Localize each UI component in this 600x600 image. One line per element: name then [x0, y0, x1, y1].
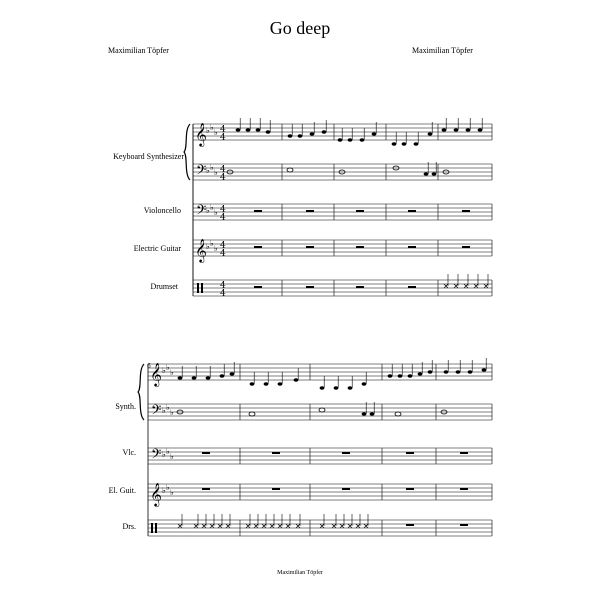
flat: ♭ — [206, 126, 210, 135]
note — [414, 142, 419, 145]
measure-number: 6 — [147, 363, 151, 370]
whole-rest — [254, 246, 262, 248]
flat: ♭ — [162, 406, 166, 415]
time-sig: 4 — [220, 289, 226, 299]
note — [392, 142, 397, 145]
whole-rest — [356, 286, 364, 288]
whole-note — [249, 412, 255, 416]
note — [424, 172, 429, 175]
note — [456, 370, 461, 373]
label-drs: Drs. — [122, 522, 136, 531]
flat: ♭ — [162, 486, 166, 495]
flat: ♭ — [170, 488, 174, 497]
flat: ♭ — [206, 206, 210, 215]
whole-rest — [272, 452, 280, 454]
time-sig: 4 — [220, 173, 226, 183]
note — [442, 128, 447, 131]
note — [310, 132, 315, 135]
percussion-clef — [201, 283, 203, 293]
note — [370, 412, 375, 415]
treble-clef: 𝄞 — [195, 122, 207, 146]
note — [192, 376, 197, 379]
flat: ♭ — [162, 450, 166, 459]
label-violoncello: Violoncello — [143, 206, 181, 215]
whole-note — [395, 412, 401, 416]
label-drumset: Drumset — [150, 282, 178, 291]
whole-rest — [460, 452, 468, 454]
composer-right: Maximilian Töpfer — [412, 46, 473, 55]
whole-rest — [306, 286, 314, 288]
whole-rest — [342, 488, 350, 490]
time-sig: 4 — [220, 165, 226, 175]
note — [428, 370, 433, 373]
percussion-clef — [155, 523, 157, 533]
note — [362, 382, 367, 385]
note — [402, 142, 407, 145]
note — [454, 128, 459, 131]
note — [360, 138, 365, 141]
note — [298, 134, 303, 137]
label-electric-guitar: Electric Guitar — [133, 244, 181, 253]
note — [348, 138, 353, 141]
whole-rest — [462, 210, 470, 212]
note — [250, 382, 255, 385]
label-synth: Synth. — [115, 402, 136, 411]
whole-rest — [462, 246, 470, 248]
note — [236, 128, 241, 131]
flat: ♭ — [210, 239, 214, 248]
whole-rest — [408, 210, 416, 212]
whole-rest — [202, 452, 210, 454]
note — [372, 132, 377, 135]
time-sig: 4 — [220, 133, 226, 143]
flat: ♭ — [166, 363, 170, 372]
whole-rest — [408, 246, 416, 248]
note — [220, 374, 225, 377]
note — [278, 382, 283, 385]
whole-note — [287, 168, 293, 172]
bass-clef: 𝄢 — [151, 402, 162, 421]
label-el-guit: El. Guit. — [108, 486, 136, 495]
treble-clef: 𝄞 — [195, 238, 207, 262]
whole-rest — [406, 488, 414, 490]
note — [338, 138, 343, 141]
composer-left: Maximilian Töpfer — [108, 46, 169, 55]
note — [256, 128, 261, 131]
whole-rest — [254, 286, 262, 288]
whole-rest — [202, 488, 210, 490]
treble-clef: 𝄞 — [150, 482, 162, 506]
time-sig: 4 — [220, 249, 226, 259]
flat: ♭ — [210, 123, 214, 132]
bass-clef: 𝄢 — [196, 162, 207, 181]
bass-clef: 𝄢 — [196, 202, 207, 221]
flat: ♭ — [170, 408, 174, 417]
note — [206, 376, 211, 379]
whole-rest — [460, 488, 468, 490]
note — [294, 378, 299, 381]
flat: ♭ — [166, 447, 170, 456]
brace — [138, 364, 144, 420]
page-footer: Maximilian Töpfer — [277, 570, 323, 576]
note — [408, 374, 413, 377]
note — [398, 374, 403, 377]
note — [478, 128, 483, 131]
flat: ♭ — [210, 163, 214, 172]
note — [482, 368, 487, 371]
percussion-clef — [197, 283, 199, 293]
note — [468, 370, 473, 373]
whole-rest — [272, 488, 280, 490]
whole-rest — [254, 210, 262, 212]
note — [264, 382, 269, 385]
whole-rest — [408, 286, 416, 288]
score-title: Go deep — [269, 18, 331, 38]
note — [178, 376, 183, 379]
flat: ♭ — [206, 166, 210, 175]
flat: ♭ — [210, 203, 214, 212]
label-vlc: Vlc. — [122, 448, 136, 457]
note — [230, 372, 235, 375]
flat: ♭ — [166, 403, 170, 412]
time-sig: 4 — [220, 281, 226, 291]
whole-note — [319, 408, 325, 412]
time-sig: 4 — [220, 213, 226, 223]
note — [444, 370, 449, 373]
time-sig: 4 — [220, 241, 226, 251]
whole-rest — [460, 524, 468, 526]
whole-rest — [342, 452, 350, 454]
note — [334, 386, 339, 389]
flat: ♭ — [162, 366, 166, 375]
flat: ♭ — [170, 452, 174, 461]
note — [348, 386, 353, 389]
flat: ♭ — [214, 168, 218, 177]
flat: ♭ — [214, 208, 218, 217]
note — [428, 132, 433, 135]
label-keyboard-synthesizer: Keyboard Synthesizer — [113, 152, 184, 161]
note — [266, 130, 271, 133]
whole-rest — [356, 210, 364, 212]
note — [322, 130, 327, 133]
whole-rest — [406, 452, 414, 454]
whole-rest — [356, 246, 364, 248]
whole-rest — [406, 524, 414, 526]
note — [362, 412, 367, 415]
flat: ♭ — [214, 244, 218, 253]
percussion-clef — [151, 523, 153, 533]
flat: ♭ — [214, 128, 218, 137]
bass-clef: 𝄢 — [151, 446, 162, 465]
note — [418, 372, 423, 375]
time-sig: 4 — [220, 205, 226, 215]
note — [466, 128, 471, 131]
note — [388, 374, 393, 377]
note — [246, 128, 251, 131]
treble-clef: 𝄞 — [150, 362, 162, 386]
flat: ♭ — [206, 242, 210, 251]
flat: ♭ — [170, 368, 174, 377]
flat: ♭ — [166, 483, 170, 492]
note — [432, 172, 437, 175]
whole-rest — [306, 246, 314, 248]
note — [288, 134, 293, 137]
whole-rest — [306, 210, 314, 212]
note — [320, 386, 325, 389]
time-sig: 4 — [220, 125, 226, 135]
